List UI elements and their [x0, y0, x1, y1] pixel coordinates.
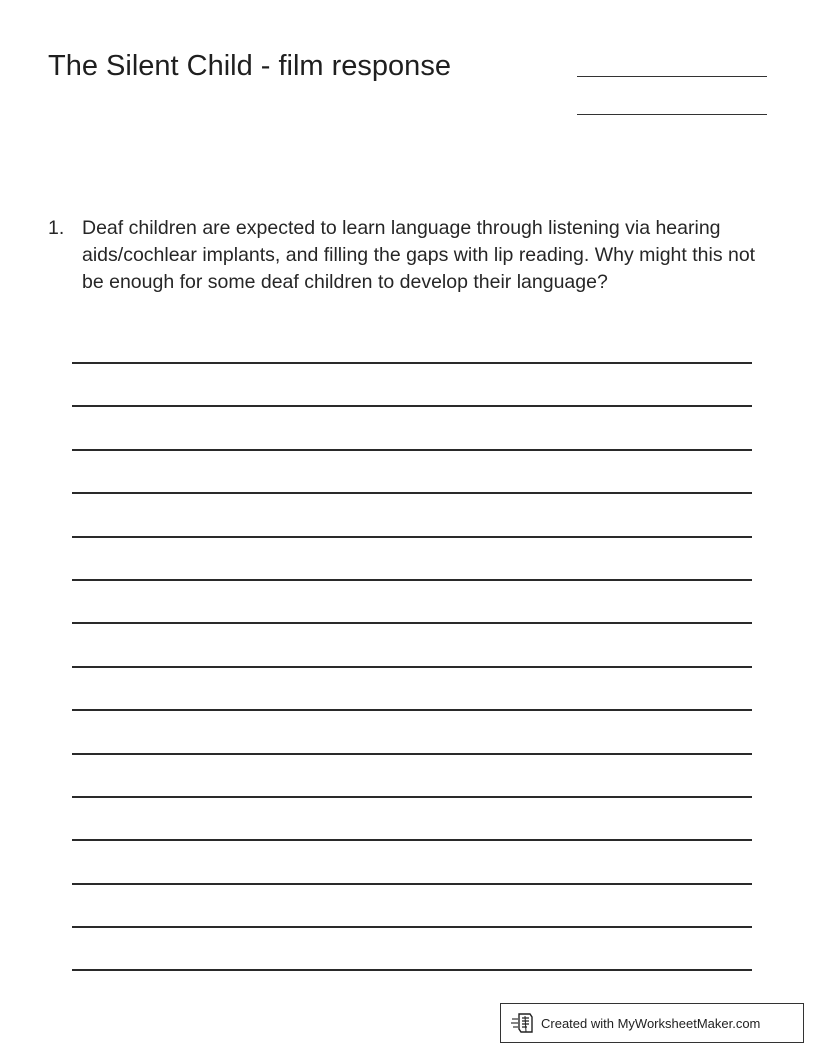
myworksheetmaker-logo-icon: [511, 1011, 535, 1035]
question-text: Deaf children are expected to learn language through listening via hearing aids/cochlear implants, and filling the gaps with lip reading. Why might this not be enough for some deaf children to develop their language?: [82, 217, 756, 293]
worksheet-title: The Silent Child - film response: [48, 50, 451, 82]
name-blank-line[interactable]: [577, 76, 767, 77]
answer-line[interactable]: [72, 492, 752, 535]
answer-line[interactable]: [72, 796, 752, 839]
question-number: 1.: [48, 217, 65, 239]
answer-line[interactable]: [72, 622, 752, 665]
answer-line[interactable]: [72, 926, 752, 969]
footer-text: Created with MyWorksheetMaker.com: [541, 1015, 761, 1031]
answer-line[interactable]: [72, 405, 752, 448]
answer-lines[interactable]: [72, 362, 752, 1013]
answer-line[interactable]: [72, 666, 752, 709]
answer-line[interactable]: [72, 753, 752, 796]
answer-line[interactable]: [72, 839, 752, 882]
date-blank-line[interactable]: [577, 114, 767, 115]
answer-line[interactable]: [72, 449, 752, 492]
answer-line[interactable]: [72, 536, 752, 579]
answer-line[interactable]: [72, 362, 752, 405]
answer-line[interactable]: [72, 579, 752, 622]
footer-credit: [500, 1003, 804, 1043]
answer-line[interactable]: [72, 883, 752, 926]
answer-line[interactable]: [72, 709, 752, 752]
